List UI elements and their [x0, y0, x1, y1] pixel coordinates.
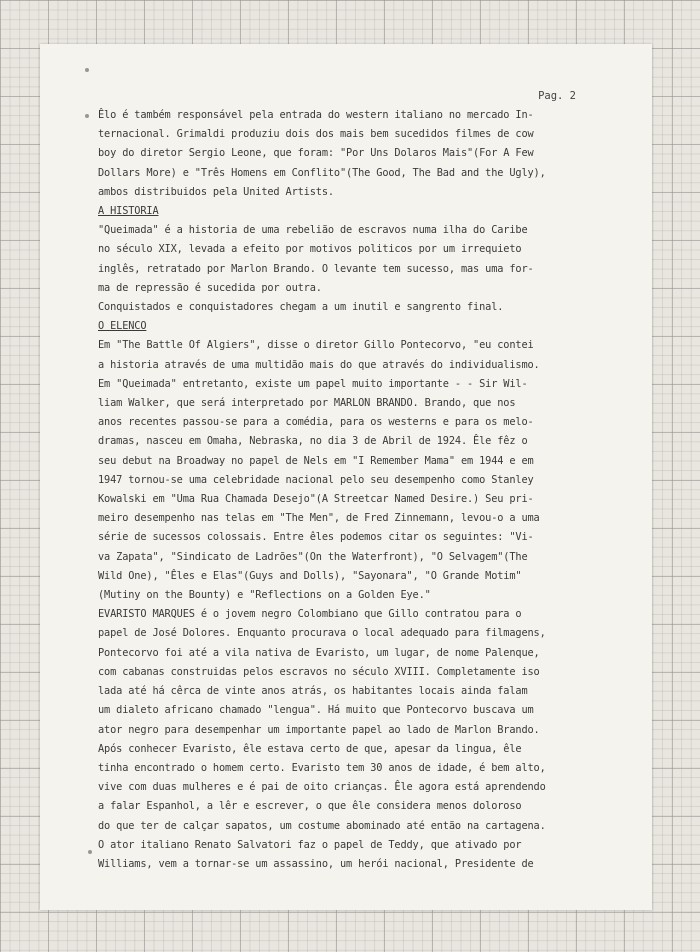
- text-line: Conquistados e conquistadores chegam a um inutil e sangrento final.: [98, 301, 504, 314]
- text-line: "Queimada" é a historia de uma rebelião de escravos numa ilha do Caribe: [98, 224, 528, 237]
- punch-hole: [85, 114, 89, 118]
- text-line: com cabanas construidas pelos escravos no século XVIII. Completamente iso: [98, 665, 540, 678]
- text-line: Kowalski em "Uma Rua Chamada Desejo"(A Streetcar Named Desire.) Seu pri-: [98, 493, 534, 506]
- text-line: vive com duas mulheres e é pai de oito crianças. Êle agora está aprendendo: [98, 781, 546, 794]
- text-line: Williams, vem a tornar-se um assassino, um herói nacional, Presidente de: [98, 857, 534, 870]
- text-line: EVARISTO MARQUES é o jovem negro Colombiano que Gillo contratou para o: [98, 608, 522, 621]
- document-page: [40, 44, 652, 910]
- text-line: ternacional. Grimaldi produziu dois dos mais bem sucedidos filmes de cow: [98, 128, 534, 141]
- text-line: tinha encontrado o homem certo. Evaristo tem 30 anos de idade, é bem alto,: [98, 761, 546, 774]
- text-line: Após conhecer Evaristo, êle estava certo de que, apesar da lingua, êle: [98, 742, 522, 755]
- text-line: Pontecorvo foi até a vila nativa de Evaristo, um lugar, de nome Palenque,: [98, 646, 540, 659]
- text-line: papel de José Dolores. Enquanto procurava o local adequado para filmagens,: [98, 627, 546, 640]
- text-line: lada até há cêrca de vinte anos atrás, os habitantes locais ainda falam: [98, 685, 528, 698]
- punch-hole: [85, 68, 89, 72]
- text-line: um dialeto africano chamado "lengua". Há muito que Pontecorvo buscava um: [98, 704, 534, 717]
- text-line: do que ter de calçar sapatos, um costume abominado até então na cartagena.: [98, 819, 546, 832]
- text-line: Em "The Battle Of Algiers", disse o diretor Gillo Pontecorvo, "eu contei: [98, 339, 534, 352]
- text-line: va Zapata", "Sindicato de Ladrões"(On the Waterfront), "O Selvagem"(The: [98, 550, 528, 563]
- text-line: série de sucessos colossais. Entre êles podemos citar os seguintes: "Vi-: [98, 531, 534, 544]
- text-line: no século XIX, levada a efeito por motivos politicos por um irrequieto: [98, 243, 522, 256]
- text-line: Em "Queimada" entretanto, existe um papel muito importante - - Sir Wil-: [98, 377, 528, 390]
- typed-text-body: [98, 106, 632, 874]
- text-line: boy do diretor Sergio Leone, que foram: "Por Uns Dolaros Mais"(For A Few: [98, 147, 534, 160]
- text-line: ambos distribuidos pela United Artists.: [98, 185, 334, 198]
- text-line: liam Walker, que será interpretado por MARLON BRANDO. Brando, que nos: [98, 397, 516, 410]
- text-line: anos recentes passou-se para a comédia, para os westerns e para os melo-: [98, 416, 534, 429]
- text-line: inglês, retratado por Marlon Brando. O levante tem sucesso, mas uma for-: [98, 262, 534, 275]
- text-line: Wild One), "Êles e Elas"(Guys and Dolls), "Sayonara", "O Grande Motim": [98, 569, 522, 582]
- text-line: Dollars More) e "Três Homens em Conflito"(The Good, The Bad and the Ugly),: [98, 166, 546, 179]
- page-number: Pag. 2: [538, 90, 576, 102]
- text-line: dramas, nasceu em Omaha, Nebraska, no dia 3 de Abril de 1924. Êle fêz o: [98, 435, 528, 448]
- text-line: (Mutiny on the Bounty) e "Reflections on a Golden Eye.": [98, 589, 431, 602]
- text-line: seu debut na Broadway no papel de Nels em "I Remember Mama" em 1944 e em: [98, 454, 534, 467]
- text-line: a historia através de uma multidão mais do que através do individualismo.: [98, 358, 540, 371]
- punch-hole: [88, 850, 92, 854]
- section-heading-historia: A HISTORIA: [98, 205, 159, 218]
- text-line: a falar Espanhol, a lêr e escrever, o que êle considera menos doloroso: [98, 800, 522, 813]
- section-heading-elenco: O ELENCO: [98, 320, 147, 333]
- text-line: ator negro para desempenhar um importante papel ao lado de Marlon Brando.: [98, 723, 540, 736]
- text-line: O ator italiano Renato Salvatori faz o papel de Teddy, que ativado por: [98, 838, 522, 851]
- text-line: 1947 tornou-se uma celebridade nacional pelo seu desempenho como Stanley: [98, 473, 534, 486]
- text-line: Êlo é também responsável pela entrada do western italiano no mercado In-: [98, 109, 534, 121]
- text-line: meiro desempenho nas telas em "The Men", de Fred Zinnemann, levou-o a uma: [98, 512, 540, 525]
- text-line: ma de repressão é sucedida por outra.: [98, 281, 322, 294]
